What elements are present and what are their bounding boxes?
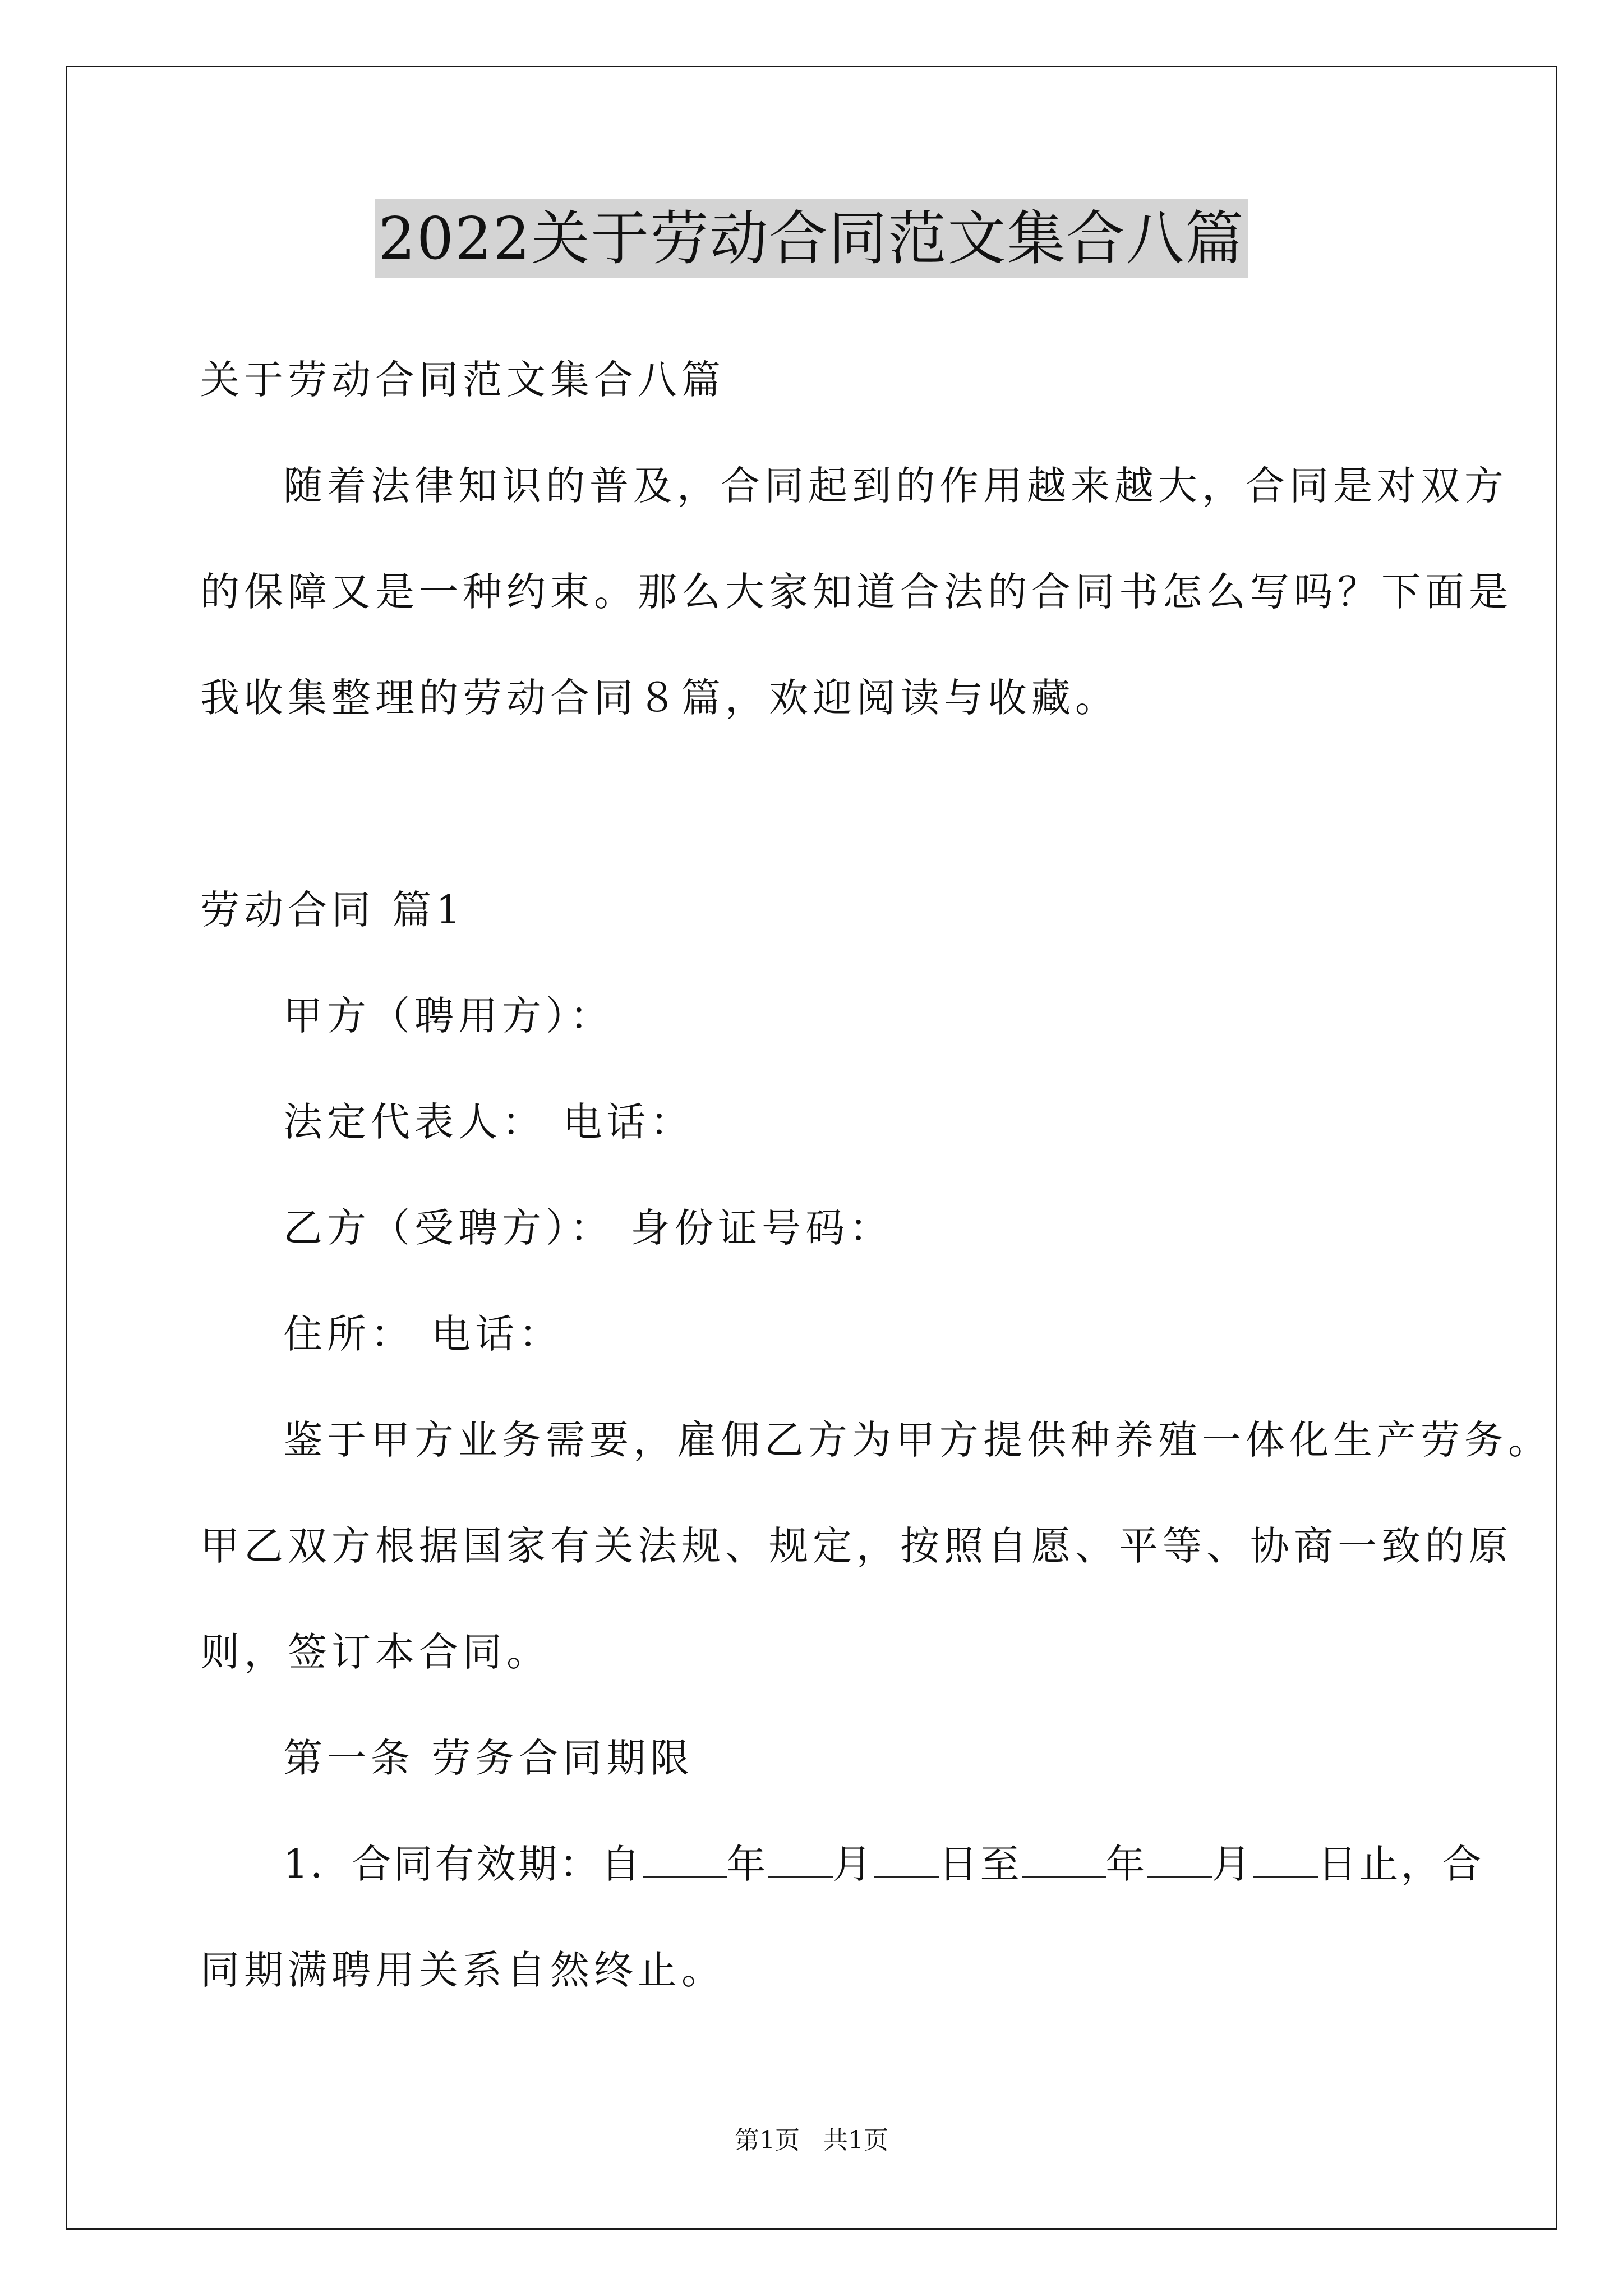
party-a-line: 甲方（聘用方）： xyxy=(283,993,614,1039)
clause-1-year-2: 年 xyxy=(1105,1841,1147,1887)
clause-1-day-1: 日至 xyxy=(938,1841,1022,1887)
month-2-blank[interactable] xyxy=(1147,1842,1212,1878)
clause-1-continuation: 同期满聘用关系自然终止。 xyxy=(200,1947,725,1993)
clause-1-month-1: 月 xyxy=(832,1841,874,1887)
body-line-2: 甲乙双方根据国家有关法规、规定，按照自愿、平等、协商一致的原 xyxy=(200,1523,1513,1569)
article-heading: 第一条 劳务合同期限 xyxy=(283,1735,694,1781)
day-1-blank[interactable] xyxy=(874,1842,939,1878)
month-1-blank[interactable] xyxy=(768,1842,833,1878)
title-container xyxy=(0,199,1623,278)
clause-1-month-2: 月 xyxy=(1211,1841,1253,1887)
clause-1-year-1: 年 xyxy=(726,1841,768,1887)
intro-line-3: 我收集整理的劳动合同８篇，欢迎阅读与收藏。 xyxy=(200,675,1119,721)
address-line: 住所： 电话： xyxy=(283,1311,563,1357)
intro-line-1: 随着法律知识的普及，合同起到的作用越来越大，合同是对双方 xyxy=(283,463,1508,509)
clause-1-day-2: 日止，合 xyxy=(1317,1841,1484,1887)
day-2-blank[interactable] xyxy=(1253,1842,1318,1878)
body-line-3: 则，签订本合同。 xyxy=(200,1629,550,1675)
legal-rep-line: 法定代表人： 电话： xyxy=(283,1099,694,1145)
year-1-blank[interactable] xyxy=(643,1842,727,1878)
party-b-line: 乙方（受聘方）： 身份证号码： xyxy=(283,1205,893,1251)
section-heading: 劳动合同 篇1 xyxy=(200,887,465,933)
year-2-blank[interactable] xyxy=(1022,1842,1106,1878)
page-footer: 第1页 共1页 xyxy=(735,2126,888,2155)
body-line-1: 鉴于甲方业务需要，雇佣乙方为甲方提供种养殖一体化生产劳务。 xyxy=(283,1417,1552,1463)
document-title: 2022关于劳动合同范文集合八篇 xyxy=(375,199,1248,278)
clause-1-prefix: 1．合同有效期：自 xyxy=(283,1841,643,1887)
document-subtitle: 关于劳动合同范文集合八篇 xyxy=(200,357,725,403)
clause-1-line xyxy=(283,1836,1484,1892)
intro-line-2: 的保障又是一种约束。那么大家知道合法的合同书怎么写吗？下面是 xyxy=(200,569,1513,615)
